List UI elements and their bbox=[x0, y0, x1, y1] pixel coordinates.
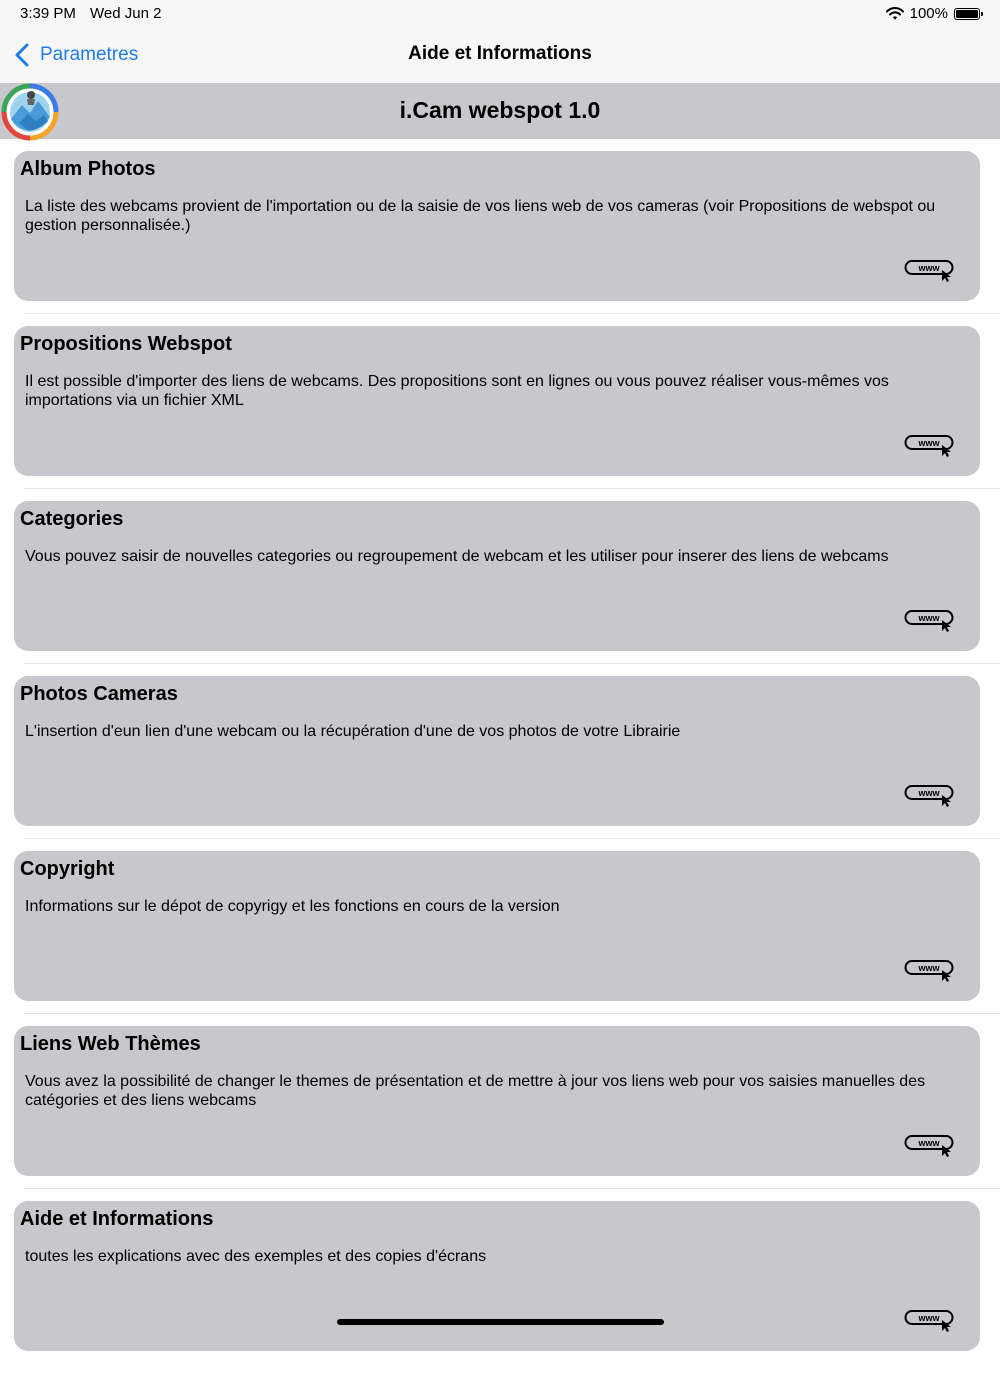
status-date: Wed Jun 2 bbox=[90, 5, 162, 22]
topic-card-categories[interactable] bbox=[14, 501, 980, 651]
status-left bbox=[20, 5, 171, 22]
app-title: i.Cam webspot 1.0 bbox=[399, 97, 601, 123]
topic-card-album-photos[interactable] bbox=[14, 151, 980, 301]
divider bbox=[24, 313, 1000, 314]
card-title: Propositions Webspot bbox=[20, 333, 232, 355]
app-header bbox=[0, 84, 1000, 139]
card-title: Aide et Informations bbox=[20, 1208, 214, 1230]
www-link-icon[interactable] bbox=[904, 433, 956, 457]
home-indicator[interactable] bbox=[337, 1319, 664, 1325]
status-right bbox=[886, 5, 980, 22]
topic-card-photos-cameras[interactable] bbox=[14, 676, 980, 826]
list-item bbox=[0, 151, 1000, 326]
divider bbox=[24, 838, 1000, 839]
topic-card-copyright[interactable] bbox=[14, 851, 980, 1001]
www-text: www bbox=[918, 263, 940, 273]
card-description: La liste des webcams provient de l'importation ou de la saisie de vos liens web de vos cameras (voir Propositions de webspot ou gestion personnalisée.) bbox=[25, 198, 936, 234]
www-text: www bbox=[918, 1313, 940, 1323]
card-title: Copyright bbox=[20, 858, 115, 880]
list-item bbox=[0, 1201, 1000, 1376]
www-link-icon[interactable] bbox=[904, 258, 956, 282]
divider bbox=[24, 1188, 1000, 1189]
divider bbox=[24, 663, 1000, 664]
list-item bbox=[0, 676, 1000, 851]
divider bbox=[24, 488, 1000, 489]
status-bar bbox=[0, 0, 1000, 28]
card-description: Informations sur le dépot de copyrigy et les fonctions en cours de la version bbox=[25, 898, 560, 915]
card-title: Liens Web Thèmes bbox=[20, 1033, 201, 1055]
card-description: L'insertion d'eun lien d'une webcam ou la récupération d'une de vos photos de votre Librairie bbox=[25, 723, 681, 740]
list-item bbox=[0, 1026, 1000, 1201]
www-text: www bbox=[918, 963, 940, 973]
battery-fill bbox=[956, 10, 978, 18]
help-topics-list bbox=[0, 151, 1000, 1376]
www-text: www bbox=[918, 438, 940, 448]
list-item bbox=[0, 326, 1000, 501]
www-text: www bbox=[918, 613, 940, 623]
topic-card-propositions-webspot[interactable] bbox=[14, 326, 980, 476]
navigation-bar bbox=[0, 28, 1000, 84]
www-text: www bbox=[918, 788, 940, 798]
topic-card-liens-web-themes[interactable] bbox=[14, 1026, 980, 1176]
card-title: Album Photos bbox=[20, 158, 156, 180]
www-link-icon[interactable] bbox=[904, 1133, 956, 1157]
www-link-icon[interactable] bbox=[904, 958, 956, 982]
list-item bbox=[0, 501, 1000, 676]
back-button-label: Parametres bbox=[40, 44, 139, 65]
divider bbox=[24, 1013, 1000, 1014]
page-title: Aide et Informations bbox=[408, 43, 592, 64]
card-description: Vous pouvez saisir de nouvelles categories ou regroupement de webcam et les utiliser pour inserer des liens de webcams bbox=[25, 548, 889, 565]
card-title: Photos Cameras bbox=[20, 683, 178, 705]
card-title: Categories bbox=[20, 508, 124, 530]
battery-icon bbox=[954, 8, 980, 20]
topic-card-aide-informations[interactable] bbox=[14, 1201, 980, 1351]
battery-percent: 100% bbox=[909, 5, 948, 22]
www-link-icon[interactable] bbox=[904, 783, 956, 807]
list-item bbox=[0, 851, 1000, 1026]
www-link-icon[interactable] bbox=[904, 1308, 956, 1332]
www-text: www bbox=[918, 1138, 940, 1148]
card-description: toutes les explications avec des exemples et des copies d'écrans bbox=[25, 1248, 487, 1265]
card-description: Vous avez la possibilité de changer le themes de présentation et de mettre à jour vos liens web pour vos saisies manuelles des catégories et des liens webcams bbox=[25, 1073, 926, 1109]
www-link-icon[interactable] bbox=[904, 608, 956, 632]
wifi-icon bbox=[886, 7, 904, 20]
card-description: Il est possible d'importer des liens de webcams. Des propositions sont en lignes ou vous pouvez réaliser vous-mêmes vos importations via un fichier XML bbox=[25, 373, 889, 409]
status-time: 3:39 PM bbox=[20, 5, 76, 22]
